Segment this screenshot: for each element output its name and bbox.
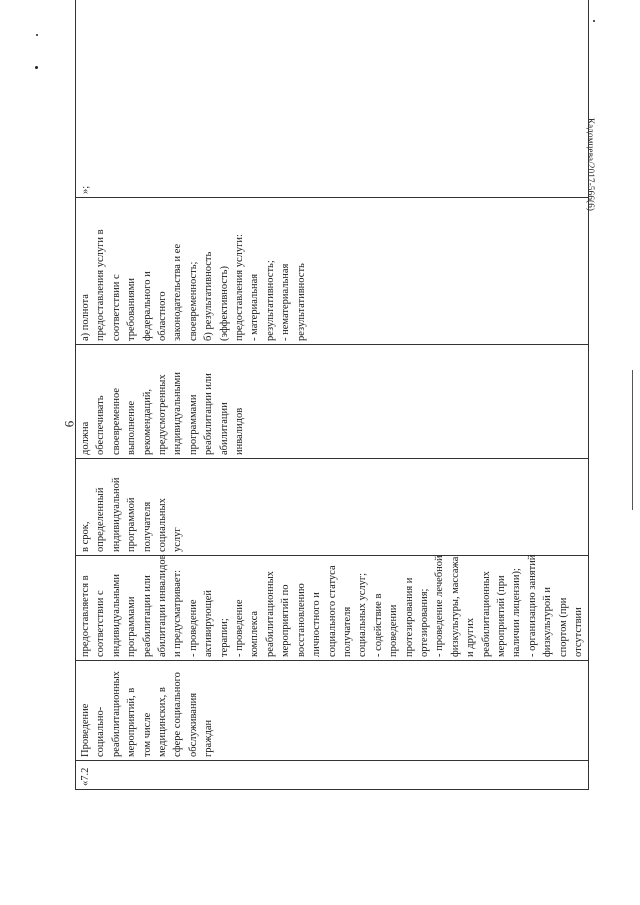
cell-text-line: своевременность;: [187, 261, 199, 341]
closing-mark: »;: [80, 185, 91, 194]
cell-text-line: реабилитационных: [264, 571, 276, 657]
cell-text-line: а) полнота: [80, 294, 91, 341]
cell-text-line: отсутствии: [573, 607, 584, 657]
cell-text-line: услуг: [172, 527, 184, 552]
cell-text-line: программами: [187, 394, 199, 455]
cell-text-line: федерального и: [141, 271, 153, 341]
cell-text-line: реабилитации или: [203, 373, 215, 455]
criteria-cell: [76, 198, 589, 345]
cell-text-line: рекомендаций,: [141, 389, 153, 455]
cell-text-line: реабилитационных: [480, 571, 492, 657]
cell-text-line: социального статуса: [326, 565, 338, 657]
cell-text-line: областного: [157, 291, 169, 341]
cell-text-line: результативность;: [264, 260, 276, 341]
cell-text-line: личностного и: [311, 592, 323, 657]
cell-text-line: Проведение: [80, 703, 91, 757]
cell-text-line: медицинских, в: [157, 687, 169, 757]
cell-text-line: результативность: [295, 263, 307, 341]
cell-text-line: мероприятий, в: [126, 687, 138, 757]
cell-text-line: соответствии с: [110, 274, 122, 341]
cell-text-line: абилитации инвалидов: [157, 554, 169, 657]
cell-text-line: - материальная: [249, 273, 261, 341]
cell-text-line: абилитации: [218, 402, 230, 455]
cell-text-line: программами: [126, 596, 138, 657]
cell-text-line: предусмотренных: [157, 374, 169, 455]
scan-speck: [593, 20, 595, 22]
closing-cell: [76, 0, 589, 198]
cell-text-line: обеспечивать: [95, 395, 107, 455]
cell-text-line: - содействие в: [372, 593, 384, 657]
cell-text-line: социальных: [157, 498, 169, 552]
cell-text-line: - проведение: [187, 599, 199, 657]
cell-text-line: требованиями: [126, 277, 138, 341]
cell-text-line: индивидуальными: [110, 574, 122, 657]
cell-text-line: получателя: [141, 501, 153, 552]
cell-text-line: б) результативность: [203, 251, 215, 341]
services-table: [75, 0, 589, 790]
cell-text-line: должна: [80, 421, 91, 455]
cell-text-line: граждан: [203, 719, 215, 757]
cell-text-line: физкультуры, массажа: [449, 556, 461, 657]
cell-text-line: - проведение лечебной: [434, 555, 446, 657]
requirements-cell: [76, 345, 589, 459]
cell-text-line: том числе: [141, 712, 153, 757]
cell-text-line: наличии лицензии);: [511, 568, 523, 657]
cell-text-line: индивидуальными: [172, 372, 184, 455]
cell-text-line: спортом (при: [557, 597, 569, 657]
service-name-cell: [76, 661, 589, 761]
cell-text-line: соответствии с: [95, 590, 107, 657]
cell-text-line: выполнение: [126, 400, 138, 455]
row-number: «7.2: [80, 767, 91, 786]
cell-text-line: мероприятий по: [280, 584, 292, 657]
cell-text-line: - организацию занятий: [526, 554, 538, 657]
cell-text-line: программой: [126, 497, 138, 552]
cell-text-line: предоставления услуги в: [95, 229, 107, 341]
cell-text-line: ортезирования;: [418, 588, 430, 657]
cell-text-line: - нематериальная: [280, 263, 292, 341]
term-cell: [76, 459, 589, 556]
cell-text-line: реабилитационных: [110, 671, 122, 757]
cell-text-line: социальных услуг;: [357, 572, 369, 657]
cell-text-line: проведении: [388, 604, 400, 657]
cell-text-line: и предусматривает:: [172, 569, 184, 657]
page-number: 6: [61, 420, 77, 428]
rotated-page-content: [75, 32, 584, 790]
cell-text-line: инвалидов: [234, 407, 246, 455]
scan-speck: [35, 66, 38, 69]
cell-text-line: своевременное: [110, 387, 122, 455]
cell-text-line: обслуживания: [187, 692, 199, 757]
cell-text-line: определенный: [95, 487, 107, 552]
document-stamp: Кадомцева/2017-566(6): [586, 118, 596, 212]
cell-text-line: законодательства и ее: [172, 243, 184, 341]
cell-text-line: реабилитации или: [141, 575, 153, 657]
scan-speck: [36, 34, 38, 36]
cell-text-line: в срок,: [80, 521, 91, 552]
cell-text-line: и других: [465, 617, 477, 657]
cell-text-line: индивидуальной: [110, 477, 122, 552]
scan-edge-line: [632, 370, 633, 510]
cell-text-line: социально-: [95, 706, 107, 757]
cell-text-line: сфере социального: [172, 672, 184, 757]
cell-text-line: терапии;: [218, 618, 230, 657]
cell-text-line: предоставления услуги:: [234, 234, 246, 341]
cell-text-line: получателя: [341, 606, 353, 657]
table-row: [76, 0, 589, 790]
cell-text-line: физкультурой и: [542, 586, 554, 657]
cell-text-line: восстановлению: [295, 583, 307, 657]
cell-text-line: - проведение: [234, 599, 246, 657]
cell-text-line: комплекса: [249, 610, 261, 657]
cell-text-line: активирующей: [203, 590, 215, 657]
cell-text-line: предоставляется в: [80, 575, 91, 657]
description-cell: [76, 556, 589, 661]
row-number-cell: [76, 761, 589, 790]
cell-text-line: мероприятий (при: [495, 575, 507, 657]
cell-text-line: (эффективность): [218, 266, 230, 341]
cell-text-line: протезирования и: [403, 577, 415, 657]
